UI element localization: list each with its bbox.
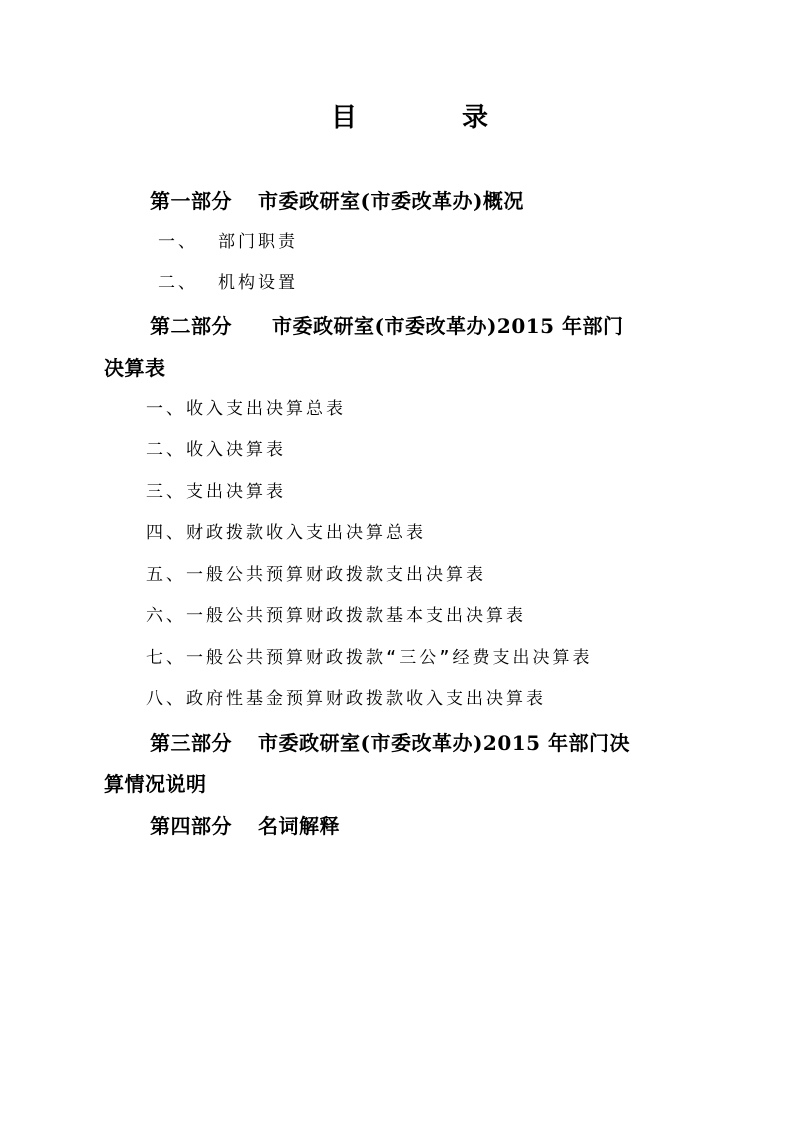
- part1-item-2-num: 二、: [158, 273, 198, 293]
- part1-item-2: [158, 273, 298, 293]
- part1-label: 第一部分: [150, 189, 232, 213]
- part1-heading: [150, 190, 524, 212]
- toc-title-char-2: 录: [462, 103, 489, 133]
- part2-item-7: 七、一般公共预算财政拨款“三公”经费支出决算表: [146, 648, 593, 668]
- part2-item-3: 三、支出决算表: [146, 482, 286, 502]
- part4-heading: [150, 815, 340, 837]
- toc-title-char-1: 目: [331, 103, 358, 133]
- part2-item-5: 五、一般公共预算财政拨款支出决算表: [146, 565, 486, 585]
- part1-title: 市委政研室(市委改革办)概况: [258, 189, 524, 213]
- part2-heading-cont: 决算表: [104, 356, 166, 380]
- part3-label: 第三部分: [150, 731, 232, 755]
- part4-label: 第四部分: [150, 814, 232, 838]
- part3-heading: [150, 732, 630, 754]
- part2-item-8: 八、政府性基金预算财政拨款收入支出决算表: [146, 689, 546, 709]
- part2-item-6: 六、一般公共预算财政拨款基本支出决算表: [146, 606, 526, 626]
- part3-heading-cont: 算情况说明: [104, 772, 207, 796]
- part1-item-1-text: 部门职责: [218, 232, 298, 252]
- part2-item-1: 一、收入支出决算总表: [146, 399, 346, 419]
- part1-item-1: [158, 232, 298, 252]
- part1-item-1-num: 一、: [158, 232, 198, 252]
- part2-item-2: 二、收入决算表: [146, 440, 286, 460]
- part1-item-2-text: 机构设置: [218, 273, 298, 293]
- part2-label: 第二部分: [150, 314, 232, 338]
- part3-title-line1: 市委政研室(市委改革办)2015 年部门决: [258, 731, 631, 755]
- part2-heading: [150, 315, 624, 337]
- part4-title: 名词解释: [258, 814, 340, 838]
- part2-item-4: 四、财政拨款收入支出决算总表: [146, 523, 426, 543]
- part2-title-line1: 市委政研室(市委改革办)2015 年部门: [272, 314, 624, 338]
- toc-title: [0, 100, 793, 136]
